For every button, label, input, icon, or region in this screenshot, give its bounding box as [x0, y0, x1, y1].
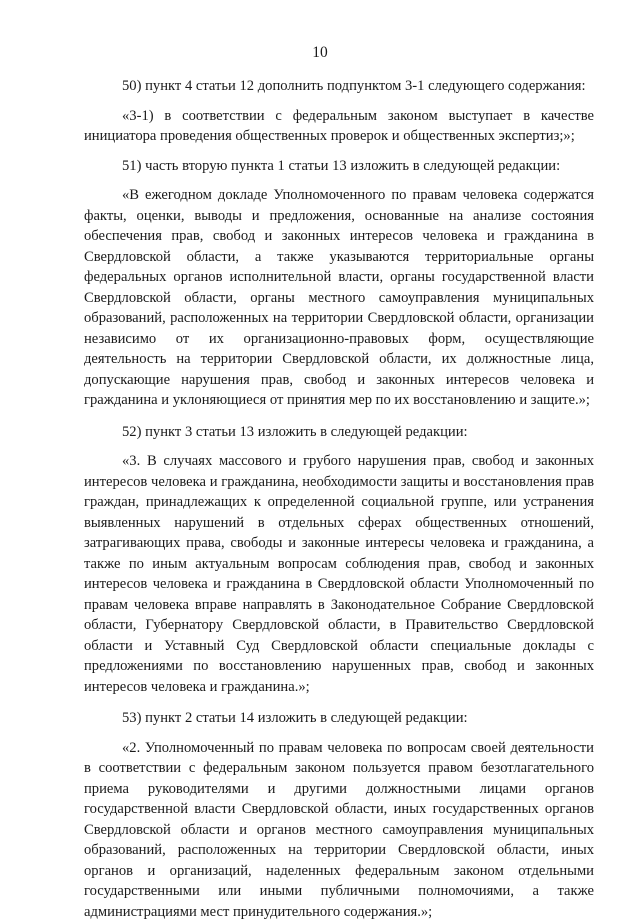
quote-subitem-3-1: «3-1) в соответствии с федеральным законом выступает в качестве инициатора проведения общественных проверок и общественных экспертиз;»;	[84, 106, 594, 147]
paragraph-item-53: 53) пункт 2 статьи 14 изложить в следующей редакции:	[84, 708, 594, 729]
page-number: 10	[0, 44, 640, 62]
quote-annual-report: «В ежегодном докладе Уполномоченного по правам человека содержатся факты, оценки, выводы и предложения, основанные на анализе состояния обеспечения прав, свобод и законных интересов человека и гражданина в Свердловской области, а также указываются территориальные органы федеральных органов исполнительной власти, органы государственной власти Свердловской области, органы местного самоуправления муниципальных образований, расположенных на территории Свердловской области, организации независимо от их организационно-правовых форм, осуществляющие деятельность на территории Свердловской области, их должностные лица, допускающие нарушения прав, свобод и законных интересов человека и гражданина и уклоняющиеся от принятия мер по их восстановлению и защите.»;	[84, 185, 594, 411]
quote-priority-reception: «2. Уполномоченный по правам человека по вопросам своей деятельности в соответствии с федеральным законом пользуется правом безотлагательного приема руководителями и другими должностными лицами органов государственной власти Свердловской области, иных государственных органов Свердловской области и органов местного самоуправления муниципальных образований, расположенных на территории Свердловской области, иных органов и организаций, наделенных федеральным законом отдельными государственными или иными публичными полномочиями, а также администрациями мест принудительного содержания.»;	[84, 738, 594, 922]
paragraph-item-52: 52) пункт 3 статьи 13 изложить в следующей редакции:	[84, 422, 594, 443]
document-body	[84, 76, 594, 922]
quote-special-reports: «3. В случаях массового и грубого нарушения прав, свобод и законных интересов человека и гражданина, необходимости защиты и восстановления прав граждан, принадлежащих к определенной социальной группе, или устранения выявленных нарушений в отдельных сферах общественных отношений, затрагивающих права, свободы и законные интересы человека и гражданина, а также по иным актуальным вопросам соблюдения прав, свобод и законных интересов человека и гражданина в Свердловской области Уполномоченный по правам человека вправе направлять в Законодательное Собрание Свердловской области, Губернатору Свердловской области, в Правительство Свердловской области и Уставный Суд Свердловской области специальные доклады с предложениями по восстановлению нарушенных прав, свобод и законных интересов человека и гражданина.»;	[84, 451, 594, 697]
paragraph-item-50: 50) пункт 4 статьи 12 дополнить подпунктом 3-1 следующего содержания:	[84, 76, 594, 97]
paragraph-item-51: 51) часть вторую пункта 1 статьи 13 изложить в следующей редакции:	[84, 156, 594, 177]
